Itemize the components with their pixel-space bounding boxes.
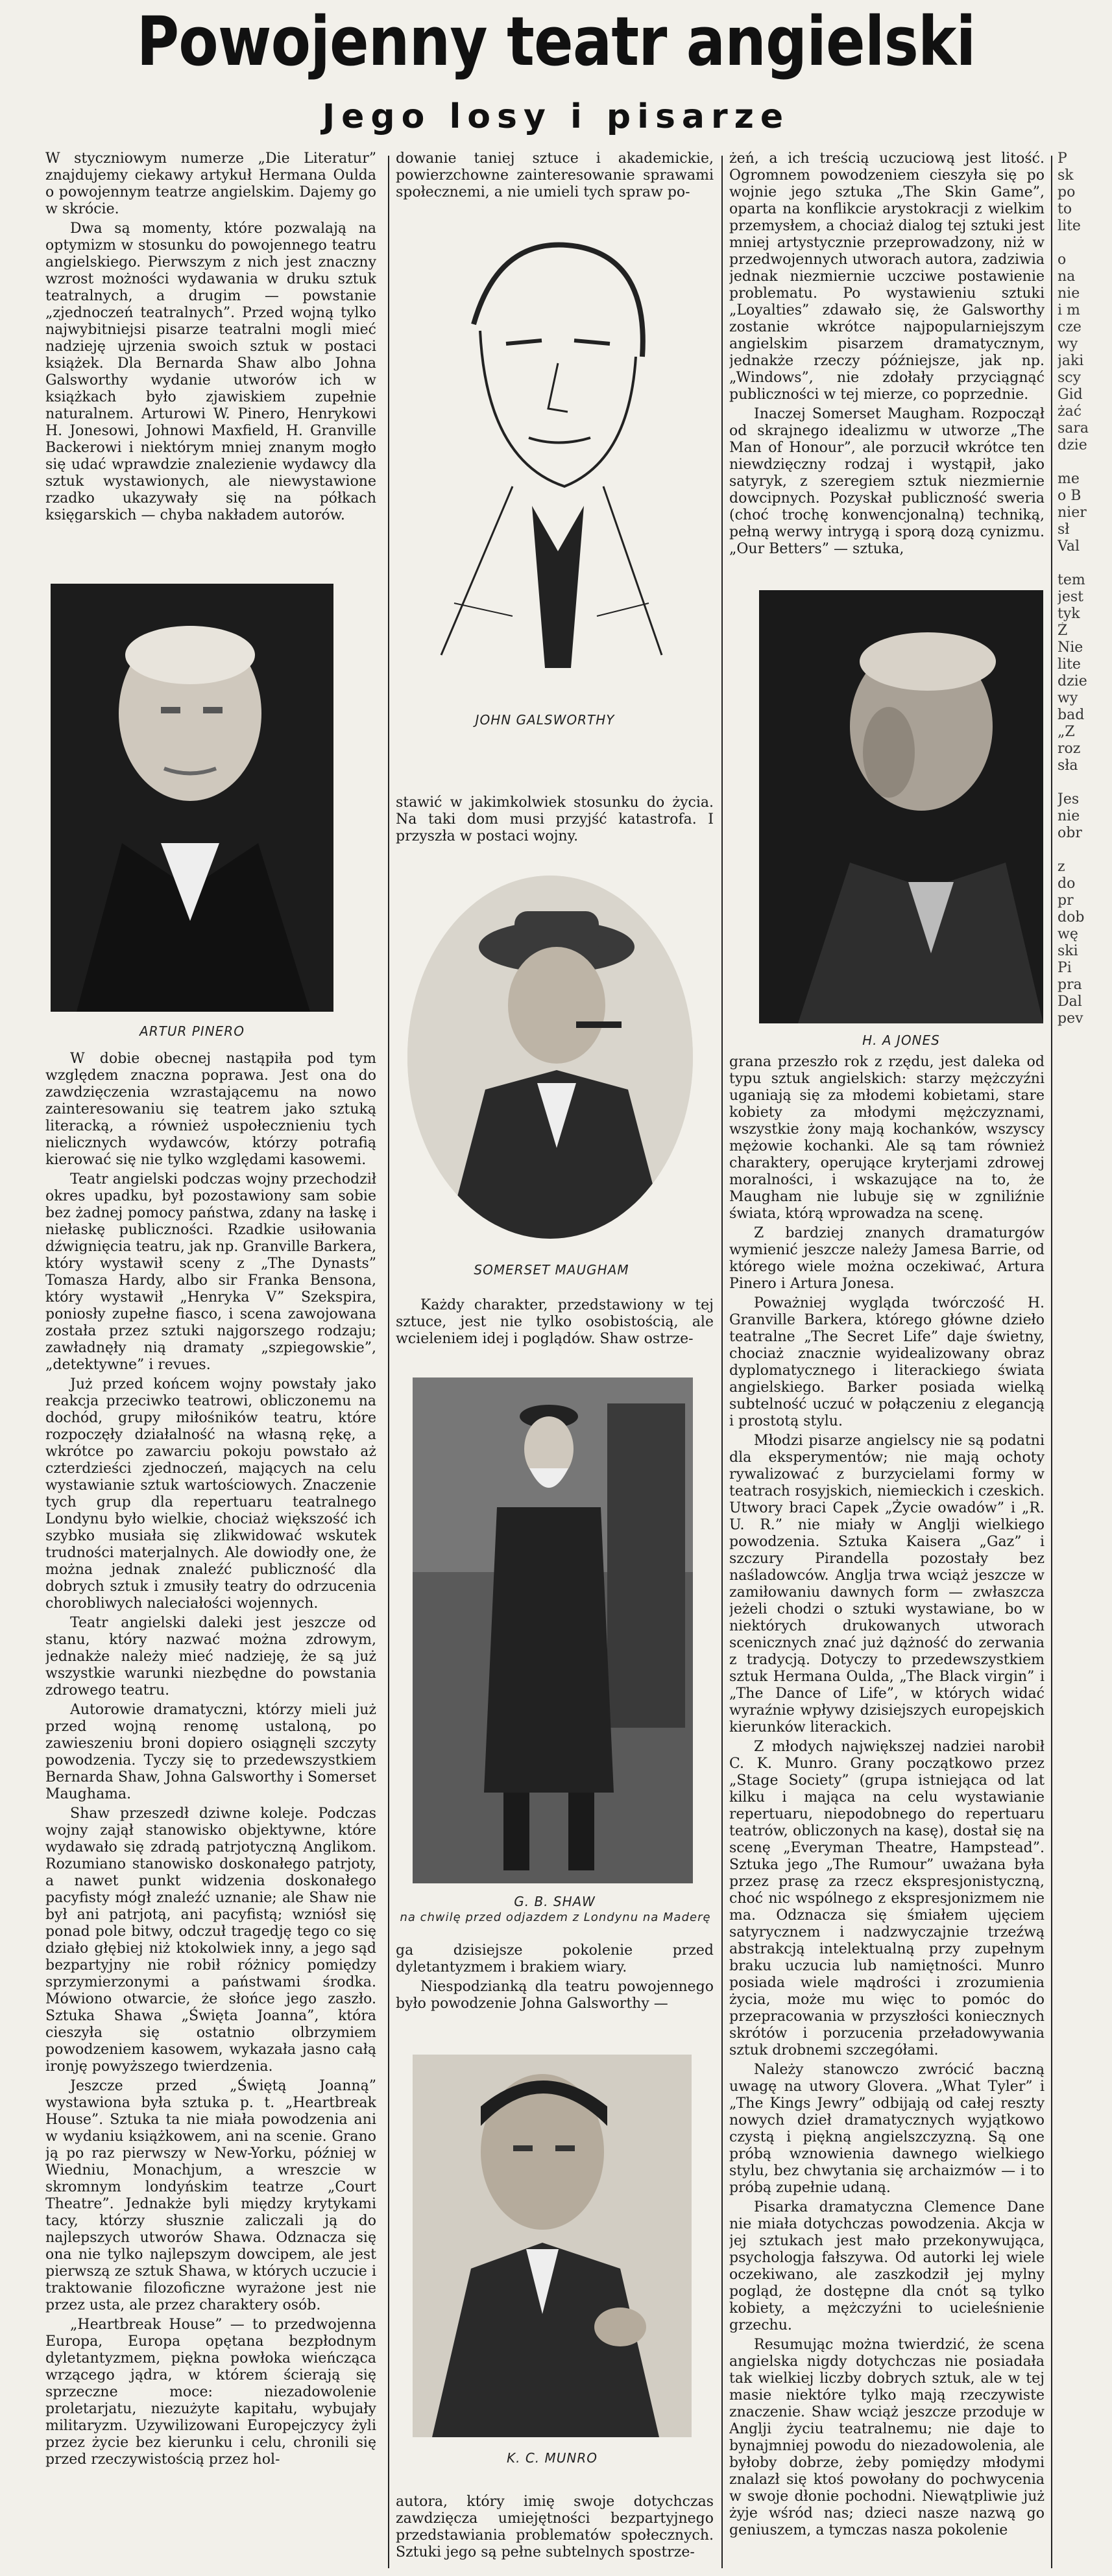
portrait-jones-image	[759, 590, 1043, 1023]
edge-fragment-line: na	[1058, 268, 1076, 285]
edge-fragment-line: Dal	[1058, 994, 1082, 1010]
edge-fragment-line: scy	[1058, 370, 1082, 386]
article-paragraph: Pisarka dramatyczna Clemence Dane nie miała dotychczas powodzenia. Akcja w jej sztukach jest mało przekonywująca, psychologja fałszywa. Od autorki lej wiele oczekiwano, ale zaszkodził jej mylny pogląd, że dostępne dla cnót są tylko kobiety, a mężczyźni to ucieleśnienie grzechu.	[729, 2199, 1045, 2333]
edge-fragment-line: sk	[1058, 167, 1074, 184]
photo-k-c-munro	[413, 2055, 692, 2437]
article-paragraph: Każdy charakter, przedstawiony w tej sztuce, jest nie tylko osobistością, ale wcieleniem idej i poglądów. Shaw ostrze-	[396, 1297, 714, 1347]
edge-fragment-line	[1058, 774, 1112, 791]
article-paragraph: Należy stanowczo zwrócić baczną uwagę na utwory Glovera. „What Tyler” i „The Kings Jewry” odbijają od całej reszty nowych dzieł dramatycznych wyjątkowo czystą i piękną angielszczyzną. Są one próbą wznowienia dawnego wielkiego stylu, bez chwytania się archaizmów — i to próbą zupełnie udaną.	[729, 2062, 1045, 2196]
column-2-top-text	[396, 150, 714, 222]
edge-fragment-line: po	[1058, 184, 1076, 200]
page-title: Powojenny teatr angielski	[136, 2, 976, 81]
article-paragraph: Niespodzianką dla teatru powojennego było powodzenie Johna Galsworthy —	[396, 1979, 714, 2012]
article-paragraph: Autorowie dramatyczni, którzy mieli już przed wojną renomę ustaloną, po zawieszeniu broni dopiero osiągnęli szczyty powodzenia. Tyczy się to przedewszystkiem Bernarda Shaw, Johna Galsworthy i Somerset Maughama.	[45, 1702, 376, 1802]
article-lead: W styczniowym numerze „Die Literatur” znajdujemy ciekawy artykuł Hermana Oulda o powojennym teatrze angielskim. Dajemy go w skrócie.	[45, 150, 376, 217]
edge-fragment-line: ski	[1058, 943, 1078, 959]
column-2-bottom-text	[396, 2494, 714, 2568]
edge-fragment-line: jest	[1058, 589, 1083, 605]
edge-fragment-line: me	[1058, 471, 1080, 487]
caption-maugham: SOMERSET MAUGHAM	[474, 1262, 629, 1278]
edge-fragment-line: jaki	[1058, 353, 1084, 369]
article-paragraph: W dobie obecnej nastąpiła pod tym względem znaczna poprawa. Jest ona do zawdzięczenia wzrastającemu na nowo zainteresowaniu się teatrem jako sztuką literacką, a również uspołecznieniu tych nielicznych wydawców, którzy potrafią kierować się nie tylko względami kasowemi.	[45, 1051, 376, 1168]
edge-fragment-line: pra	[1058, 977, 1082, 993]
edge-fragment-line	[1058, 454, 1112, 471]
portrait-galsworthy-sketch	[402, 214, 688, 707]
caption-galsworthy: JOHN GALSWORTHY	[475, 712, 615, 728]
edge-fragment-line: Gid	[1058, 387, 1083, 403]
portrait-pinero-image	[51, 584, 333, 1012]
article-paragraph: Dwa są momenty, które pozwalają na optymizm w stosunku do powojennego teatru angielskiego. Pierwszym z nich jest znaczny wzrost możności wydawania w druku sztuk teatralnych, a drugim — powstanie „zjednoczeń teatralnych”. Przed wojną tylko najwybitniejsi pisarze teatralni mogli mieć nadzieję ujrzenia swoich sztuk w postaci książek. Dla Bernarda Shaw albo Johna Galsworthy wydanie utworów ich w książkach było zjawiskiem zupełnie naturalnem. Arturowi W. Pinero, Henrykowi H. Jonesowi, Johnowi Maxfield, H. Granville Backerowi i niektórym mniej znanym mogło się udać wprawdzie znalezienie wydawcy dla sztuk wystawionych, ale niewystawione rzadko ukazywały się na półkach księgarskich — chyba nakładem autorów.	[45, 221, 376, 523]
edge-fragment-line: pev	[1058, 1010, 1083, 1027]
edge-fragment-line: Val	[1058, 538, 1080, 555]
photo-h-a-jones	[759, 590, 1043, 1023]
photo-artur-pinero	[51, 584, 333, 1012]
edge-fragment-line: Ż	[1058, 623, 1068, 639]
article-paragraph: żeń, a ich treścią uczuciową jest litość. Ogromnem powodzeniem cieszyła się po wojnie jego sztuka „The Skin Game”, oparta na konflikcie arystokracji z wielkim przemysłem, a chociaż dialog tej sztuki jest mniej artystycznie przeprowadzony, niż w przedwojennych utworach autora, zadziwia jednak niezmiernie uczciwe postawienie problematu. Po wystawieniu sztuki „Loyalties” zdawało się, że Galsworthy zostanie wkrótce najpopularniejszym angielskim pisarzem dramatycznym, jednakże rzeczy późniejsze, jak np. „Windows”, nie zdołały przyciągnąć publiczności w tej mierze, co poprzednie.	[729, 150, 1045, 403]
column-3-top-text	[729, 150, 1045, 572]
article-paragraph: „Heartbreak House” — to przedwojenna Europa, Europa opętana bezpłodnym dyletantyzmem, piękna powłoka wieńcząca wrzącego jądra, w którem ścierają się sprzeczne moce: niezadowolenie proletarjatu, niezużyte kapitału, wybujały militaryzm. Uzywilizowani Europejczycy żyli przez życie bez kierunku i celu, chronili się przed rzeczywistością przez hol-	[45, 2317, 376, 2468]
caption-munro: K. C. MUNRO	[506, 2450, 598, 2466]
column-divider	[1051, 156, 1052, 2568]
article-paragraph: Z bardziej znanych dramaturgów wymienić jeszcze należy Jamesa Barrie, od którego wiele można oczekiwać, Artura Pinero i Artura Jonesa.	[729, 1225, 1045, 1292]
article-paragraph: Młodzi pisarze angielscy nie są podatni dla eksperymentów; nie mają ochoty rywalizować z burzycielami formy w teatrach rosyjskich, niemieckich i czeskich. Utwory braci Capek „Życie owadów” i „R. U. R.” nie miały w Anglji wielkiego powodzenia. Sztuka Kaisera „Gaz” i szczury Pirandella pozostały bez naśladowców. Anglja trwa wciąż jeszcze w zamiłowaniu dawnych form — zwłaszcza jeżeli chodzi o sztuki wystawiane, bo w niektórych drukowanych utworach scenicznych znać już dążność do zerwania z tradycją. Dotyczy to przedewszystkiem sztuk Hermana Oulda, „The Black virgin” i „The Dance of Life”, w których widać wyraźnie wpływy dzisiejszych europejskich kierunków literackich.	[729, 1433, 1045, 1735]
column-2-mid-text	[396, 794, 714, 853]
portrait-maugham-image	[407, 876, 693, 1239]
edge-fragment-line: wę	[1058, 926, 1078, 942]
edge-fragment-line: pr	[1058, 892, 1074, 909]
article-paragraph: Teatr angielski daleki jest jeszcze od stanu, który nazwać można zdrowym, jednakże należy mieć nadzieję, że są już wszystkie warunki niezbędne do powstania zdrowego teatru.	[45, 1615, 376, 1699]
page-subtitle: Jego losy i pisarze	[322, 97, 790, 136]
edge-fragment-line: cze	[1058, 319, 1082, 335]
portrait-munro-image	[413, 2055, 692, 2437]
edge-fragment-line: bad	[1058, 707, 1085, 723]
edge-fragment-line	[1058, 235, 1112, 252]
edge-fragment-line: żać	[1058, 403, 1082, 420]
column-divider	[721, 156, 723, 2568]
edge-fragment-line: o B	[1058, 488, 1082, 504]
article-paragraph: Poważniej wygląda twórczość H. Granville Barkera, którego główne dzieło teatralne „The Secret Life” daje świetny, chociaż znacznie wyidealizowany obraz dyplomatycznego i literackiego świata angielskiego. Barker posiada wielką subtelność uczuć w połączeniu z elegancją i prostotą stylu.	[729, 1295, 1045, 1429]
article-paragraph: Z młodych największej nadziei narobił C. K. Munro. Grany początkowo przez „Stage Society” (grupa istniejąca od lat kilku i mająca na celu wystawianie repertuaru, niepodobnego do repertuaru teatrów, obliczonych na kasę), dostał się na scenę „Everyman Theatre, Hampstead”. Sztuka jego „The Rumour” uważana była przez prasę za rzecz ekspresjonistyczną, choć nic wspólnego z ekspresjonizmem nie ma. Odznacza się śmiałem ujęciem satyrycznem i nadzwyczajnie trzeźwą abstrakcją intelektualną przy zupełnym braku uczucia lub namiętności. Munro posiada wiele mądrości i zrozumienia życia, może mu więc to pomóc do przepracowania w przyszłości koniecznych skrótów i porzucenia przeładowywania sztuk drobnemi szczegółami.	[729, 1739, 1045, 2058]
edge-fragment-line: Jes	[1058, 791, 1080, 807]
edge-fragment-line: nie	[1058, 285, 1080, 302]
column-2-after-shaw-text	[396, 1942, 714, 2014]
article-paragraph: ga dzisiejsze pokolenie przed dyletantyzmem i brakiem wiary.	[396, 1942, 714, 1975]
edge-fragment-line: do	[1058, 876, 1076, 892]
caption-jones: H. A JONES	[862, 1032, 940, 1048]
column-divider	[388, 156, 389, 2568]
edge-fragment-line: z	[1058, 859, 1065, 875]
edge-fragment-line: „Z	[1058, 724, 1075, 740]
article-paragraph: Inaczej Somerset Maugham. Rozpoczął od skrajnego idealizmu w utworze „The Man of Honour”, ale porzucił wkrótce ten niewdzięczny rodzaj i wystąpił, jako satyryk, z szeregiem sztuk niezmiernie dowcipnych. Pozyskał publiczność sweria (choć trochę konwencjonalną) techniką, pełną werwy intrygą i sporą dozą cynizmu. „Our Betters” — sztuka,	[729, 406, 1045, 557]
caption-shaw-detail: na chwilę przed odjazdem z Londynu na Maderę	[400, 1911, 711, 1924]
edge-fragment-line: tyk	[1058, 606, 1080, 622]
caption-shaw-name: G. B. SHAW	[514, 1894, 596, 1909]
article-paragraph: grana przeszło rok z rzędu, jest daleka od typu sztuk angielskich: starzy mężczyźni uganiają się za młodemi kobietami, stare kobiety za młodymi mężczyznami, wszystkie żony mają kochanków, wszyscy mężowie kochanki. Ale są tam również charaktery, operujące kryterjami zdrowej moralności, i wskazujące na to, że Maugham nie lubuje się w zgniliźnie świata, którą wprowadza na scenę.	[729, 1054, 1045, 1222]
article-paragraph: stawić w jakimkolwiek stosunku do życia. Na taki dom musi przyjść katastrofa. I przyszła w postaci wojny.	[396, 794, 714, 844]
photo-g-b-shaw	[413, 1377, 693, 1883]
edge-fragment-line: o	[1058, 252, 1067, 268]
edge-fragment-line: sł	[1058, 521, 1070, 538]
article-paragraph: Jeszcze przed „Świętą Joanną” wystawiona była sztuka p. t. „Heartbreak House”. Sztuka ta nie miała powodzenia ani w wydaniu książkowem, ani na scenie. Grano ją po raz pierwszy w New-Yorku, później w Wiedniu, Monachjum, a wreszcie w skromnym londyńskim teatrze „Court Theatre”. Jednakże byli między krytykami tacy, którzy słusznie zaliczali ją do najlepszych utworów Shawa. Odznacza się ona nie tylko najlepszym dowcipem, ale jest pierwszą ze sztuk Shawa, w których uczucie i traktowanie filozoficzne wyrażone jest nie przez usta, ale przez charaktery osób.	[45, 2078, 376, 2313]
edge-fragment-line: tem	[1058, 572, 1085, 588]
drawing-john-galsworthy	[402, 214, 688, 707]
article-paragraph: autora, który imię swoje dotychczas zawdzięcza umiejętności bezpartyjnego przedstawiania problematów społecznych. Sztuki jego są pełne subtelnych spostrze-	[396, 2494, 714, 2560]
article-paragraph: dowanie taniej sztuce i akademickie, powierzchowne zainteresowanie sprawami społecznemi, a nie umieli tych spraw po-	[396, 150, 714, 200]
column-2-after-maugham-text	[396, 1297, 714, 1368]
column-1-top-text	[45, 150, 376, 572]
photo-somerset-maugham	[407, 876, 693, 1239]
edge-fragment-line: roz	[1058, 741, 1081, 757]
edge-fragment-line: sła	[1058, 757, 1078, 774]
edge-fragment-line	[1058, 842, 1112, 859]
edge-fragment-line: dob	[1058, 909, 1085, 925]
edge-fragment-line: dzie	[1058, 437, 1087, 453]
edge-fragment-line: obr	[1058, 825, 1082, 841]
edge-fragment-line: lite	[1058, 656, 1081, 673]
edge-fragment-line: to	[1058, 201, 1072, 217]
adjacent-article-lines	[1058, 150, 1112, 1027]
article-paragraph: Shaw przeszedł dziwne koleje. Podczas wojny zajął stanowisko objektywne, które wydawało się zdradą patrjotyczną Anglikom. Rozumiano stanowisko doskonałego patrjoty, a nawet punkt widzenia doskonałego pacyfisty mógł znaleźć uznanie; ale Shaw nie był ani patrjotą, ani pacyfistą; wzniósł się ponad pole bitwy, odczuł tragedję tego co się działo głębiej niż ktokolwiek inny, a jego sąd bezpartyjny nie robił różnicy pomiędzy sprzymierzonymi a państwami środka. Mówiono otwarcie, że słońce jego zaszło. Sztuka Shawa „Święta Joanna”, która cieszyła się ostatnio olbrzymiem powodzeniem kasowem, wykazała jasno całą ironję powyższego twierdzenia.	[45, 1806, 376, 2075]
article-paragraph: Resumując można twierdzić, że scena angielska nigdy dotychczas nie posiadała tak wielkiej liczby dobrych sztuk, ale w tej masie niektóre tylko mają rzeczywiste znaczenie. Shaw wciąż jeszcze przoduje w Anglji życiu teatralnemu; nie daje to bynajmniej powodu do niezadowolenia, ale byłoby dobrze, żeby pomiędzy młodymi znalazł się ktoś powołany do pochwycenia w swoje dłonie pochodni. Niewątpliwie już żyje wśród nas; dzieci nasze nazwą go geniuszem, a tymczas nasza pokolenie	[729, 2337, 1045, 2538]
edge-fragment-line: dzie	[1058, 673, 1087, 689]
column-1-bottom-text	[45, 1051, 376, 2568]
portrait-shaw-image	[413, 1377, 693, 1883]
edge-fragment-line: nie	[1058, 808, 1080, 824]
adjacent-article-fragment	[1058, 150, 1112, 2570]
edge-fragment-line: sara	[1058, 420, 1089, 436]
edge-fragment-line: nier	[1058, 505, 1087, 521]
edge-fragment-line: wy	[1058, 690, 1078, 706]
edge-fragment-line: P	[1058, 150, 1067, 167]
column-3-bottom-text	[729, 1054, 1045, 2568]
edge-fragment-line: lite	[1058, 218, 1081, 234]
edge-fragment-line: Nie	[1058, 639, 1083, 656]
edge-fragment-line: Pi	[1058, 960, 1072, 976]
article-paragraph: Teatr angielski podczas wojny przechodził okres upadku, był pozostawiony sam sobie bez żadnej pomocy państwa, zdany na łaskę i niełaskę publiczności. Rzadkie usiłowania dźwignięcia teatru, jak np. Granville Barkera, który wystawił sceny z „The Dynasts” Tomasza Hardy, albo sir Franka Bensona, który wystawił „Henryka V” Szekspira, poniosły zupełne fiasco, i scena zawojowana została przez sztuki najgorszego rodzaju; zawładnęły nią dramaty „szpiegowskie”, „detektywne” i revues.	[45, 1171, 376, 1373]
article-paragraph: Już przed końcem wojny powstały jako reakcja przeciwko teatrowi, obliczonemu na dochód, grupy miłośników teatru, które rozpoczęły działalność na własną rękę, a wkrótce po zawarciu pokoju powstało aż czterdzieści zjednoczeń, mających na celu wystawianie sztuk wartościowych. Znaczenie tych grup dla repertuaru teatralnego Londynu było wielkie, chociaż większość ich szybko musiała się zlikwidować wskutek trudności materjalnych. Ale dowiodły one, że można jednak znaleźć publiczność dla dobrych sztuk i zmusiły teatry do odrzucenia chorobliwych naleciałości wojennych.	[45, 1376, 376, 1612]
edge-fragment-line: i m	[1058, 302, 1080, 318]
edge-fragment-line: wy	[1058, 336, 1078, 352]
edge-fragment-line	[1058, 555, 1112, 572]
caption-pinero: ARTUR PINERO	[139, 1023, 245, 1039]
